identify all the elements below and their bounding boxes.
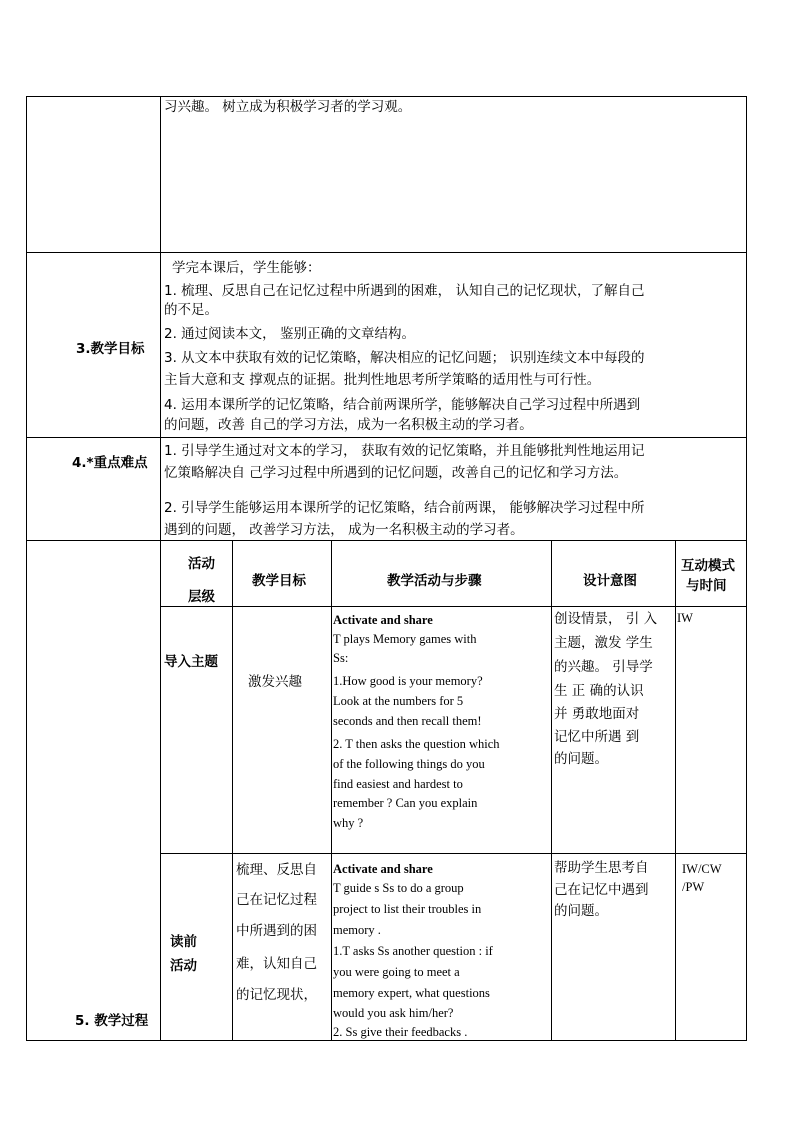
row1-goal: 激发兴趣 xyxy=(248,674,302,690)
keypoints-item2-line2: 遇到的问题， 改善学习方法， 成为一名积极主动的学习者。 xyxy=(164,522,524,538)
header-mode-line2: 与时间 xyxy=(686,578,727,594)
subtable-divider-3 xyxy=(551,540,552,1040)
row1-intent-line: 的兴趣。 引导学 xyxy=(554,659,653,675)
process-label: 5. 教学过程 xyxy=(75,1013,149,1029)
row1-intent-line: 的问题。 xyxy=(554,751,608,767)
row1-intent-line: 创设情景， 引 入 xyxy=(554,611,658,627)
row1-steps-line: 1.How good is your memory? xyxy=(333,674,483,688)
row2-steps-line: memory expert, what questions xyxy=(333,986,490,1000)
table-border-left xyxy=(26,96,27,1041)
keypoints-item1-line2: 忆策略解决自 己学习过程中所遇到的记忆问题，改善自己的记忆和学习方法。 xyxy=(164,465,628,481)
header-level-line1: 活动 xyxy=(188,556,215,572)
row1-steps-line: T plays Memory games with xyxy=(333,632,477,646)
objectives-item4-line2: 的问题，改善 自己的学习方法，成为一名积极主动的学习者。 xyxy=(164,417,533,433)
row2-mode-line1: IW/CW xyxy=(682,862,722,876)
row2-intent-line: 己在记忆中遇到 xyxy=(554,882,649,898)
objectives-item4-line1: 4. 运用本课所学的记忆策略，结合前两课所学，能够解决自己学习过程中所遇到 xyxy=(164,397,641,413)
row2-steps-title: Activate and share xyxy=(333,862,433,876)
row1-intent-line: 记忆中所遇 到 xyxy=(554,729,640,745)
row2-intent-line: 的问题。 xyxy=(554,903,608,919)
keypoints-label: 4.*重点难点 xyxy=(72,455,148,471)
keypoints-item2-line1: 2. 引导学生能够运用本课所学的记忆策略，结合前两课， 能够解决学习过程中所 xyxy=(164,500,645,516)
row2-goal-line: 梳理、反思自 xyxy=(236,862,317,878)
row1-steps-line: Look at the numbers for 5 xyxy=(333,694,464,708)
table-border-right xyxy=(746,96,747,1041)
row1-steps-line: of the following things do you xyxy=(333,757,485,771)
header-level-line2: 层级 xyxy=(188,589,215,605)
row2-mode-line2: /PW xyxy=(682,880,705,894)
subtable-divider-1 xyxy=(232,540,233,1040)
row2-goal-line: 己在记忆过程 xyxy=(236,892,317,908)
row1-steps-line: seconds and then recall them! xyxy=(333,714,482,728)
row2-steps-line: 1.T asks Ss another question : if xyxy=(333,944,493,958)
row1-steps-line: 2. T then asks the question which xyxy=(333,737,500,751)
header-steps: 教学活动与步骤 xyxy=(387,573,482,589)
objectives-item3-line2: 主旨大意和支 撑观点的证据。批判性地思考所学策略的适用性与可行性。 xyxy=(164,372,601,388)
subtable-divider-2 xyxy=(331,540,332,1040)
objectives-intro: 学完本课后，学生能够： xyxy=(172,260,321,276)
header-mode-line1: 互动模式 xyxy=(681,558,735,574)
row-divider-objectives xyxy=(26,252,747,253)
row1-level: 导入主题 xyxy=(164,654,218,670)
row1-steps-line: find easiest and hardest to xyxy=(333,777,463,791)
row1-intent-line: 生 正 确的认识 xyxy=(554,683,644,699)
objectives-label: 3.教学目标 xyxy=(76,341,145,357)
row2-goal-line: 的记忆现状， xyxy=(236,987,317,1003)
row2-steps-line: project to list their troubles in xyxy=(333,902,482,916)
row2-goal-line: 难，认知自己 xyxy=(236,956,317,972)
row2-level-line2: 活动 xyxy=(170,958,197,974)
label-column-divider xyxy=(160,96,161,1041)
header-goal: 教学目标 xyxy=(252,573,306,589)
subtable-divider-4 xyxy=(675,540,676,1040)
row1-steps-title: Activate and share xyxy=(333,613,433,627)
objectives-item1-line1: 1. 梳理、反思自己在记忆过程中所遇到的困难， 认知自己的记忆现状，了解自己 xyxy=(164,283,645,299)
row1-steps-line: remember ? Can you explain xyxy=(333,796,478,810)
row-divider-keypoints xyxy=(26,437,747,438)
subtable-row1-bottom xyxy=(160,853,747,854)
continued-text: 习兴趣。 树立成为积极学习者的学习观。 xyxy=(164,99,412,115)
row2-steps-line: T guide s Ss to do a group xyxy=(333,881,464,895)
row2-steps-line: would you ask him/her? xyxy=(333,1006,454,1020)
objectives-item2: 2. 通过阅读本文， 鉴别正确的文章结构。 xyxy=(164,326,415,342)
row1-intent-line: 主题，激发 学生 xyxy=(554,635,653,651)
keypoints-item1-line1: 1. 引导学生通过对文本的学习， 获取有效的记忆策略，并且能够批判性地运用记 xyxy=(164,443,645,459)
row1-steps-line: Ss: xyxy=(333,651,349,665)
row2-steps-line: memory . xyxy=(333,923,381,937)
subtable-header-bottom xyxy=(160,606,747,607)
row2-goal-line: 中所遇到的困 xyxy=(236,923,317,939)
header-intent: 设计意图 xyxy=(583,573,637,589)
row2-steps-line: 2. Ss give their feedbacks . xyxy=(333,1025,468,1039)
row1-steps-line: why ? xyxy=(333,816,364,830)
objectives-item1-line2: 的不足。 xyxy=(164,302,218,318)
row2-intent-line: 帮助学生思考自 xyxy=(554,860,649,876)
row2-level-line1: 读前 xyxy=(170,934,197,950)
objectives-item3-line1: 3. 从文本中获取有效的记忆策略，解决相应的记忆问题； 识别连续文本中每段的 xyxy=(164,350,645,366)
row1-intent-line: 并 勇敢地面对 xyxy=(554,706,640,722)
row2-steps-line: you were going to meet a xyxy=(333,965,460,979)
row1-mode: IW xyxy=(677,611,693,625)
